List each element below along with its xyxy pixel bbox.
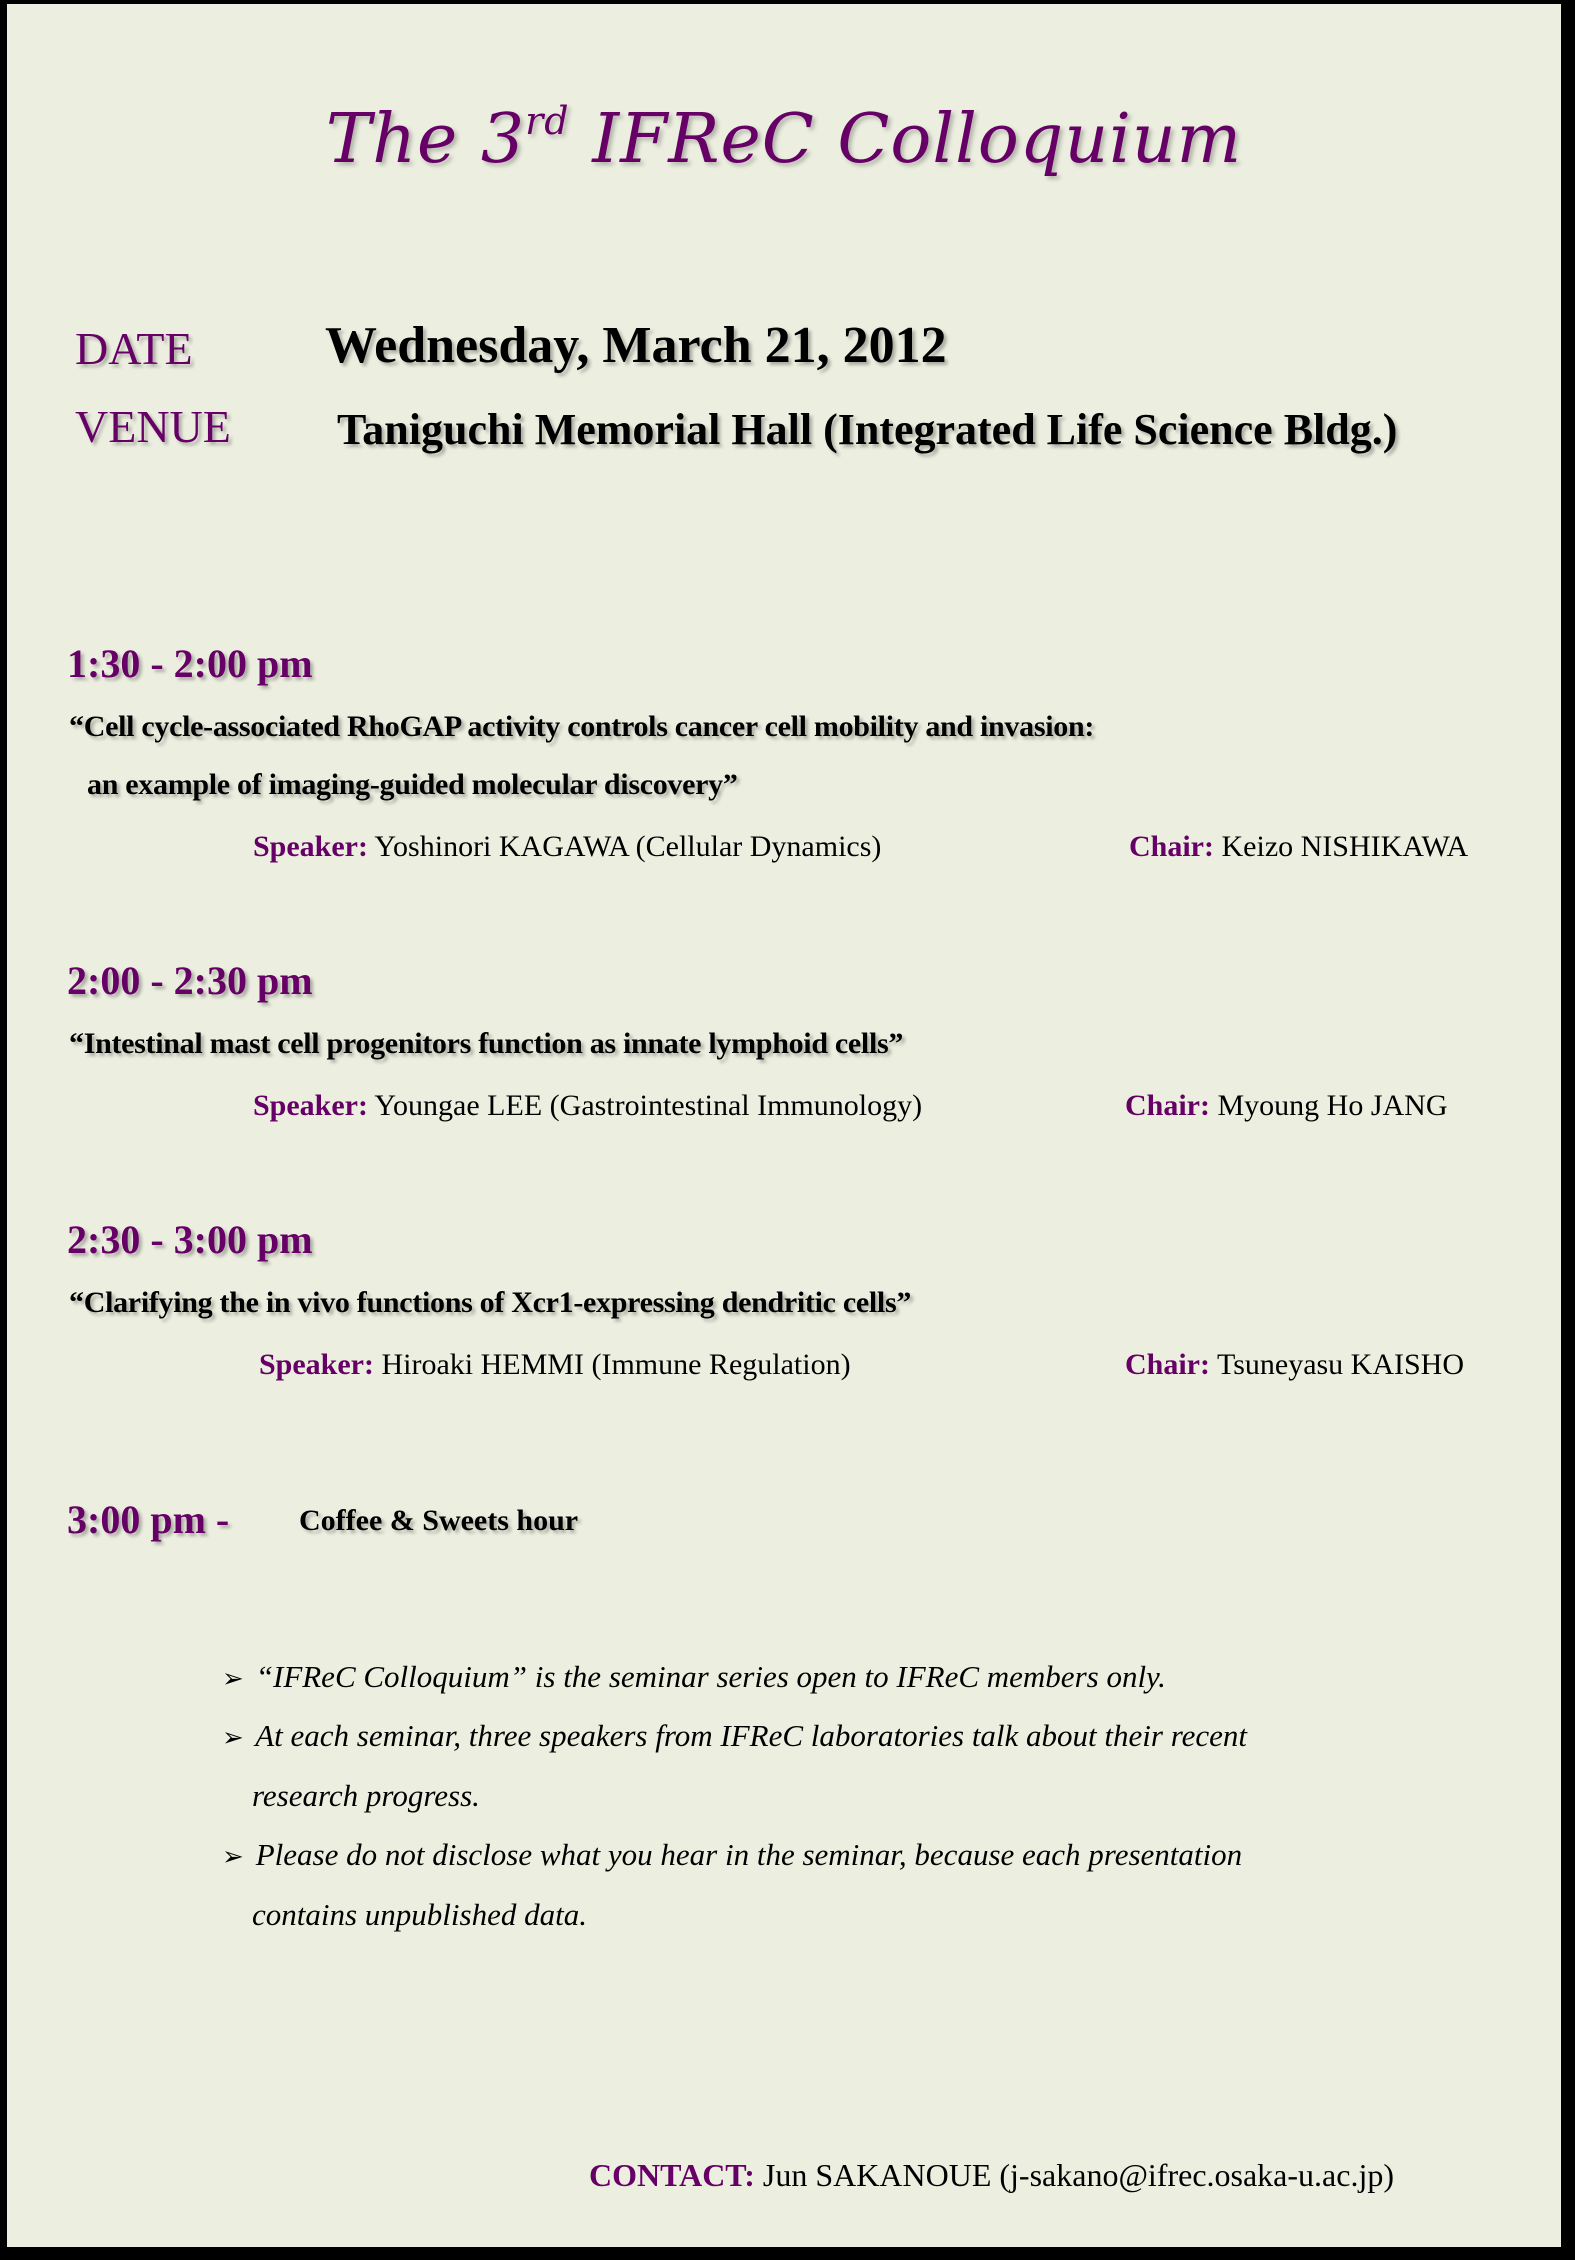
note-item-2 (222, 1718, 1247, 1754)
session-1-title-line-1: “Cell cycle-associated RhoGAP activity controls cancer cell mobility and invasion: (69, 710, 1095, 743)
date-value: Wednesday, March 21, 2012 (325, 317, 947, 374)
break-label: Coffee & Sweets hour (299, 1504, 579, 1537)
contact-label: CONTACT: (589, 2157, 755, 2193)
venue-value: Taniguchi Memorial Hall (Integrated Life Science Bldg.) (337, 405, 1398, 454)
session-2-title-line-1: “Intestinal mast cell progenitors function as innate lymphoid cells” (69, 1027, 904, 1060)
title-suffix: IFReC Colloquium (569, 100, 1243, 179)
session-1-speaker (253, 830, 881, 864)
speaker-name: Hiroaki HEMMI (Immune Regulation) (381, 1348, 851, 1381)
session-1-title-line-2: an example of imaging-guided molecular discovery” (87, 768, 738, 801)
note-text: Please do not disclose what you hear in the seminar, because each presentation (255, 1837, 1243, 1872)
note-text: “IFReC Colloquium” is the seminar series open to IFReC members only. (255, 1659, 1166, 1694)
speaker-name: Youngae LEE (Gastrointestinal Immunology) (374, 1089, 923, 1122)
arrowhead-bullet-icon: ➢ (222, 1664, 244, 1693)
title-prefix: The 3 (325, 100, 526, 179)
note-item-2-continued: research progress. (252, 1778, 480, 1813)
title-superscript: rd (525, 99, 570, 143)
chair-label: Chair: (1125, 1348, 1210, 1381)
note-item-3-continued: contains unpublished data. (252, 1897, 587, 1932)
note-item-3 (222, 1837, 1242, 1873)
date-label: DATE (75, 323, 193, 374)
session-2-chair (1125, 1089, 1448, 1123)
session-3-title-line-1: “Clarifying the in vivo functions of Xcr1-expressing dendritic cells” (69, 1286, 912, 1319)
note-item-1 (222, 1659, 1166, 1695)
session-3-time: 2:30 - 3:00 pm (67, 1217, 313, 1262)
session-1-time: 1:30 - 2:00 pm (67, 641, 313, 686)
arrowhead-bullet-icon: ➢ (222, 1723, 244, 1752)
contact-line (589, 2157, 1394, 2194)
page-title (7, 99, 1561, 179)
speaker-label: Speaker: (253, 830, 368, 863)
chair-name: Keizo NISHIKAWA (1221, 830, 1469, 863)
session-2-time: 2:00 - 2:30 pm (67, 958, 313, 1003)
speaker-label: Speaker: (259, 1348, 374, 1381)
chair-name: Tsuneyasu KAISHO (1216, 1348, 1465, 1381)
break-time: 3:00 pm - (67, 1497, 230, 1542)
session-2-speaker (253, 1089, 922, 1123)
session-3-speaker (259, 1348, 851, 1382)
speaker-name: Yoshinori KAGAWA (Cellular Dynamics) (374, 830, 882, 863)
venue-label: VENUE (75, 401, 231, 452)
chair-name: Myoung Ho JANG (1217, 1089, 1448, 1122)
note-text: At each seminar, three speakers from IFReC laboratories talk about their recent (255, 1718, 1248, 1753)
chair-label: Chair: (1129, 830, 1214, 863)
session-3-chair (1125, 1348, 1464, 1382)
session-1-chair (1129, 830, 1468, 864)
contact-value[interactable]: Jun SAKANOUE (j-sakano@ifrec.osaka-u.ac.jp) (762, 2157, 1394, 2193)
chair-label: Chair: (1125, 1089, 1210, 1122)
arrowhead-bullet-icon: ➢ (222, 1842, 244, 1871)
speaker-label: Speaker: (253, 1089, 368, 1122)
flyer-page (7, 4, 1561, 2247)
